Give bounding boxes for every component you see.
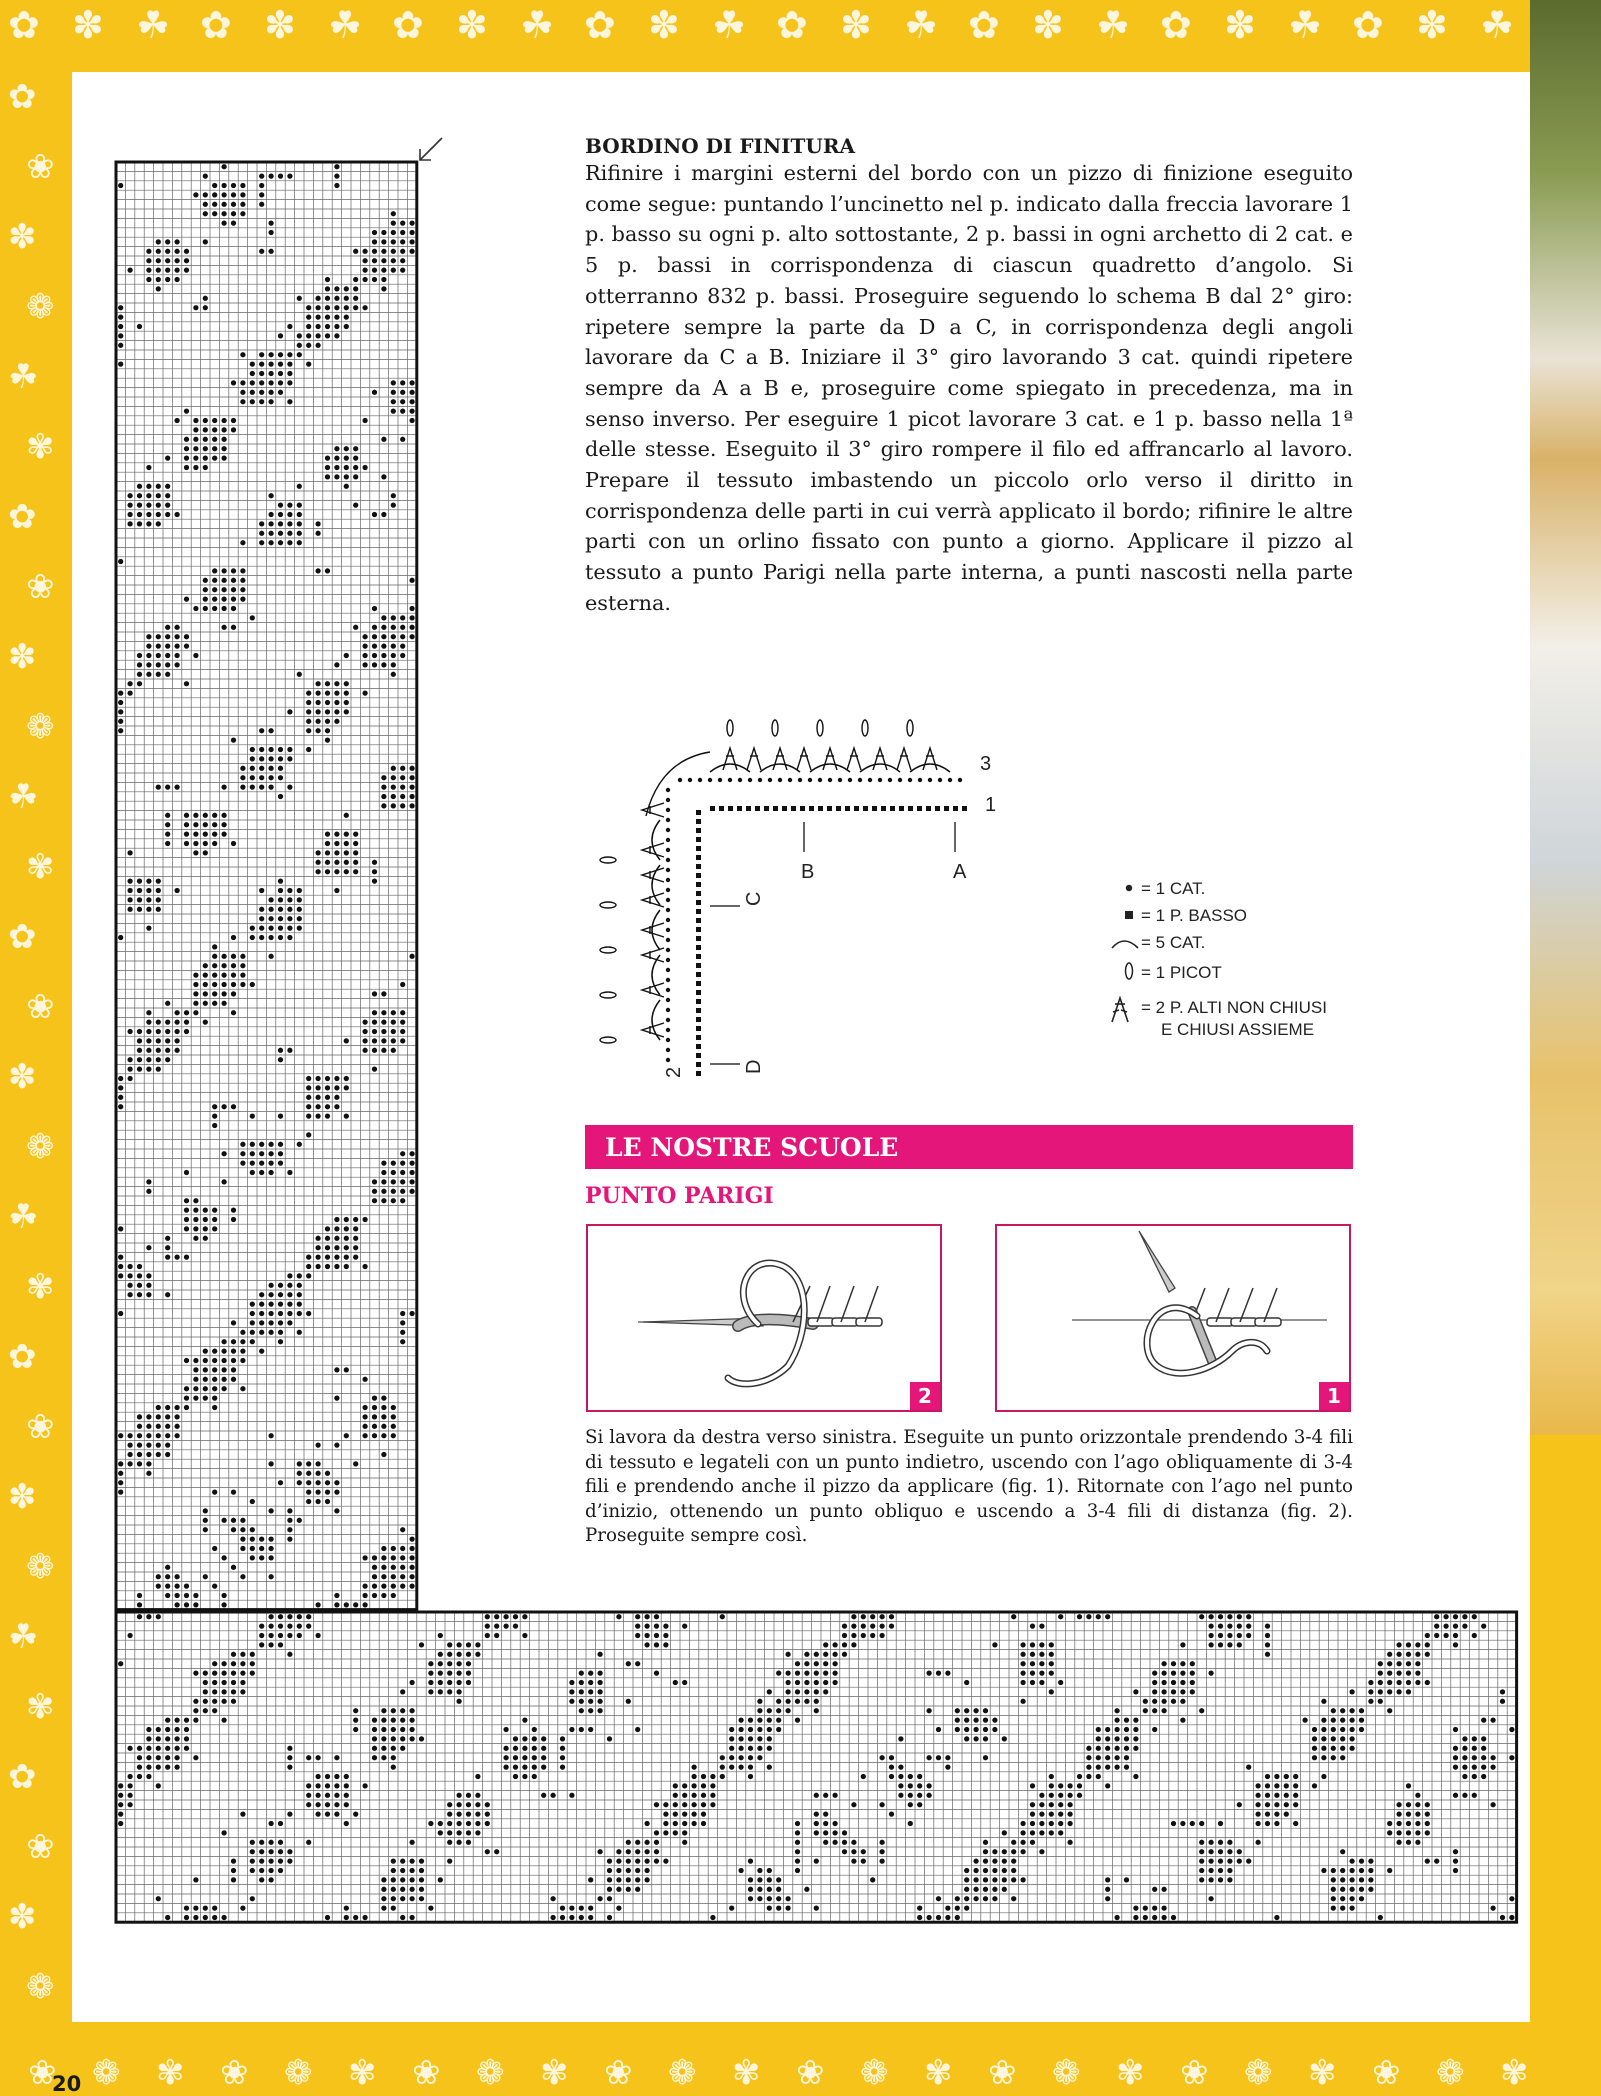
row-label-3: 3 (980, 753, 992, 775)
finishing-border-section (585, 134, 1353, 619)
school-banner (585, 1125, 1353, 1169)
stitch-figure-1 (995, 1224, 1351, 1412)
legend-arc-icon (1112, 941, 1138, 948)
page-number: 20 (52, 2072, 82, 2096)
table-photo-strip (1530, 0, 1601, 1435)
needle-illustration-1 (997, 1226, 1349, 1410)
legend-label-basso: = 1 P. BASSO (1141, 906, 1248, 925)
figure-number-2: 2 (910, 1382, 940, 1410)
needle-illustration-2 (588, 1226, 940, 1410)
row-label-1: 1 (985, 794, 997, 816)
stitch-caption: Si lavora da destra verso sinistra. Eseguite un punto orizzontale prendendo 3-4 fili di tessuto e legateli con un punto indietro, uscendo con l’ago obliquamente di 3-4 fili e prendendo anche il pizzo da applicare (fig. 1). Ritornate con l’ago nel punto d’inizio, ottenendo un punto obliquo e uscendo a 3-4 fili di distanza (fig. 2). Proseguite sempre così. (585, 1427, 1353, 1547)
row-label-2: 2 (663, 1066, 685, 1078)
diagram-legend (1112, 879, 1327, 1039)
legend-label-double-treble: = 2 P. ALTI NON CHIUSI (1141, 998, 1327, 1017)
legend-label-double-treble-2: E CHIUSI ASSIEME (1161, 1020, 1315, 1039)
point-label-c: C (743, 891, 765, 906)
stitch-title: PUNTO PARIGI (585, 1183, 774, 1209)
point-label-d: D (743, 1059, 765, 1074)
figure-number-1: 1 (1319, 1382, 1349, 1410)
decorative-frame: ✿ ❀ ✽ ❁ ☘ ✾ ✿ ❀ ✽ ❁ ☘ ✾ ✿ ❀ ✽ ❁ ☘ ✾ ✿ ❀ ✽ ❁ ☘ ✾ ✿ ❀ ✽ ❁ ☘ ✾ ✿ ❀ ✽ ❁ ☘ ✾ ✿ ❀ ✽ ❁ ☘ ✾ ✿ ❀ ✽ ❁ ☘ ✾ ✿ ❀ ✽ ❁ ☘ ✾ ✿ ❀ ✽ ❁ ☘ ✾ ✿ ❀ ✽ ❁ ☘ ✾ ✿ ❀ ✽ ❁ ☘ ✾ ✿ ❀ ✽ ❁ (8, 3, 1529, 2093)
stitch-figure-2 (586, 1224, 942, 1412)
filet-chart-horizontal (114, 1610, 1526, 1927)
diagram-marks (600, 720, 967, 1076)
legend-label-picot: = 1 PICOT (1141, 963, 1222, 982)
legend-double-treble-icon (1112, 998, 1128, 1022)
legend-label-5cat: = 5 CAT. (1141, 933, 1206, 952)
crochet-corner-diagram (580, 700, 1360, 1090)
legend-label-cat: = 1 CAT. (1141, 879, 1206, 898)
banner-title: LE NOSTRE SCUOLE (605, 1133, 899, 1162)
start-arrow-icon (416, 136, 444, 164)
section-title: BORDINO DI FINITURA (585, 134, 855, 158)
point-label-b: B (801, 861, 815, 883)
filet-chart-vertical (114, 160, 419, 1615)
legend-dot-icon (1126, 885, 1132, 891)
section-body: Rifinire i margini esterni del bordo con un pizzo di finizione eseguito come segue: puntando l’uncinetto nel p. indicato dalla freccia lavorare 1 p. basso su ogni p. alto sottostante, 2 p. bassi in ogni archetto di 2 cat. e 5 p. bassi in corrispondenza di ciascun quadretto d’angolo. Si otterranno 832 p. bassi. Proseguire seguendo lo schema B dal 2° giro: ripetere sempre la parte da D a C, in corrispondenza degli angoli lavorare da C a B. Iniziare il 3° giro lavorando 3 cat. quindi ripetere sempre da A a B e, proseguire come spiegato in precedenza, ma in senso inverso. Per eseguire 1 picot lavorare 3 cat. e 1 p. basso nella 1ª delle stesse. Eseguito il 3° giro rompere il filo ed affrancarlo al lavoro. Prepare il tessuto imbastendo un piccolo orlo verso il diritto in corrispondenza delle parti in cui verrà applicato il bordo; rifinire le altre parti con un orlino fissato con punto a giorno. Applicare il pizzo al tessuto a punto Parigi nella parte interna, a punti nascosti nella parte esterna. (585, 161, 1353, 615)
legend-picot-icon (1126, 963, 1133, 979)
legend-square-icon (1125, 911, 1133, 919)
point-label-a: A (953, 861, 967, 883)
